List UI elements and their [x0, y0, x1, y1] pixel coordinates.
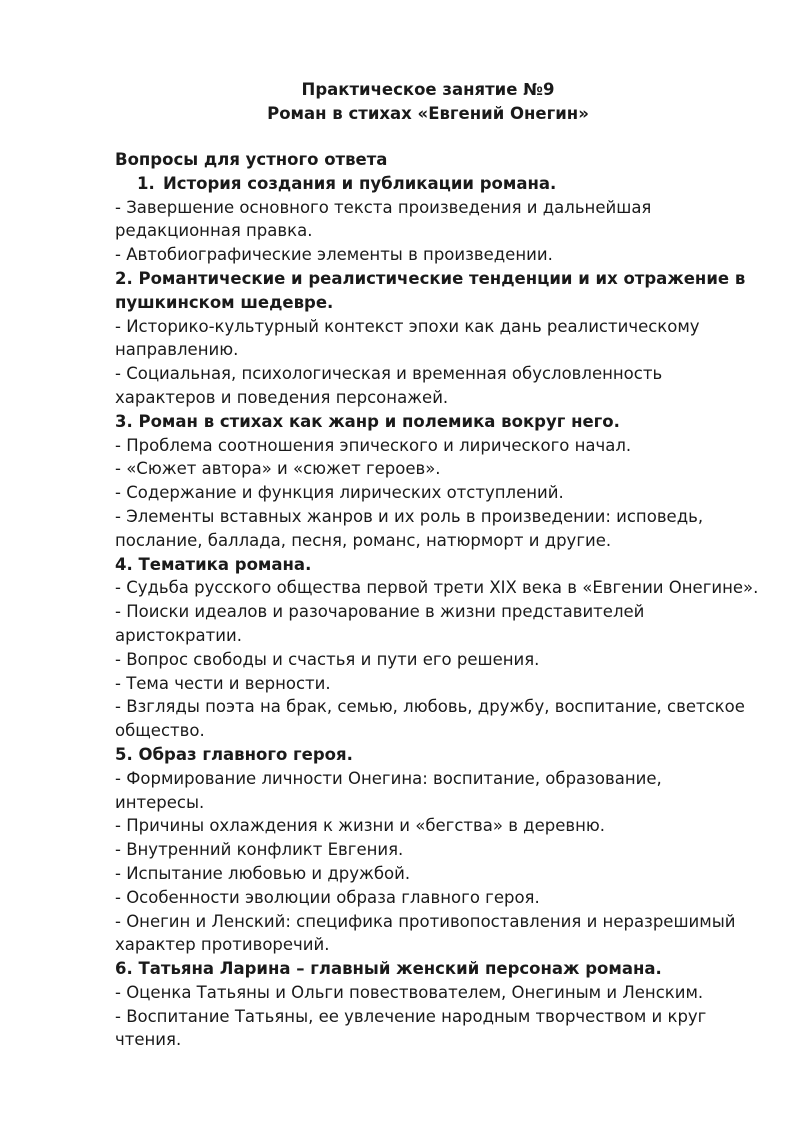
document-body: [115, 148, 759, 1052]
question-heading: 2. Романтические и реалистические тенденции и их отражение в: [115, 268, 746, 288]
text-line: характеров и поведения персонажей.: [115, 387, 449, 407]
text-line: общество.: [115, 721, 205, 741]
text-line: - Поиски идеалов и разочарование в жизни представителей: [115, 602, 645, 622]
question-heading: пушкинском шедевре.: [115, 292, 334, 312]
text-line: - Завершение основного текста произведения и дальнейшая: [115, 197, 652, 217]
text-line: - Воспитание Татьяны, ее увлечение народным творчеством и круг: [115, 1006, 707, 1026]
text-line: - Внутренний конфликт Евгения.: [115, 840, 404, 860]
text-line: - Оценка Татьяны и Ольги повествователем, Онегиным и Ленским.: [115, 982, 704, 1002]
numbered-item-1: [115, 172, 755, 196]
document-title: [0, 78, 800, 126]
text-line: - Элементы вставных жанров и их роль в произведении: исповедь,: [115, 506, 704, 526]
question-heading: 3. Роман в стихах как жанр и полемика вокруг него.: [115, 411, 620, 431]
title-line-2: Роман в стихах «Евгений Онегин»: [267, 104, 589, 123]
text-line: - Особенности эволюции образа главного героя.: [115, 887, 540, 907]
text-line: - Причины охлаждения к жизни и «бегства» в деревню.: [115, 816, 606, 836]
text-line: чтения.: [115, 1030, 182, 1050]
text-line: - Социальная, психологическая и временная обусловленность: [115, 364, 663, 384]
text-line: - Испытание любовью и дружбой.: [115, 863, 411, 883]
title-line-1: Практическое занятие №9: [301, 80, 555, 99]
text-line: направлению.: [115, 340, 239, 360]
text-line: редакционная правка.: [115, 221, 313, 241]
text-line: - «Сюжет автора» и «сюжет героев».: [115, 459, 441, 479]
question-heading: 4. Тематика романа.: [115, 554, 312, 574]
text-line: аристократии.: [115, 625, 242, 645]
text-line: послание, баллада, песня, романс, натюрморт и другие.: [115, 530, 612, 550]
text-line: - Вопрос свободы и счастья и пути его решения.: [115, 649, 540, 669]
question-heading: 6. Татьяна Ларина – главный женский персонаж романа.: [115, 959, 662, 979]
item-text: История создания и публикации романа.: [163, 173, 557, 193]
text-line: - Содержание и функция лирических отступлений.: [115, 483, 564, 503]
text-line: - Проблема соотношения эпического и лирического начал.: [115, 435, 632, 455]
text-line: - Взгляды поэта на брак, семью, любовь, дружбу, воспитание, светское: [115, 697, 745, 717]
question-lines: [115, 196, 759, 1053]
item-number: 1.: [137, 173, 155, 193]
question-heading: 5. Образ главного героя.: [115, 744, 353, 764]
text-line: - Онегин и Ленский: специфика противопоставления и неразрешимый: [115, 911, 736, 931]
text-line: - Судьба русского общества первой трети XIX века в «Евгении Онегине».: [115, 578, 759, 598]
text-line: - Тема чести и верности.: [115, 673, 331, 693]
text-line: - Формирование личности Онегина: воспитание, образование,: [115, 768, 662, 788]
text-line: интересы.: [115, 792, 205, 812]
section-heading: Вопросы для устного ответа: [115, 150, 388, 169]
text-line: характер противоречий.: [115, 935, 330, 955]
text-line: - Историко-культурный контекст эпохи как дань реалистическому: [115, 316, 700, 336]
text-line: - Автобиографические элементы в произведении.: [115, 245, 553, 265]
